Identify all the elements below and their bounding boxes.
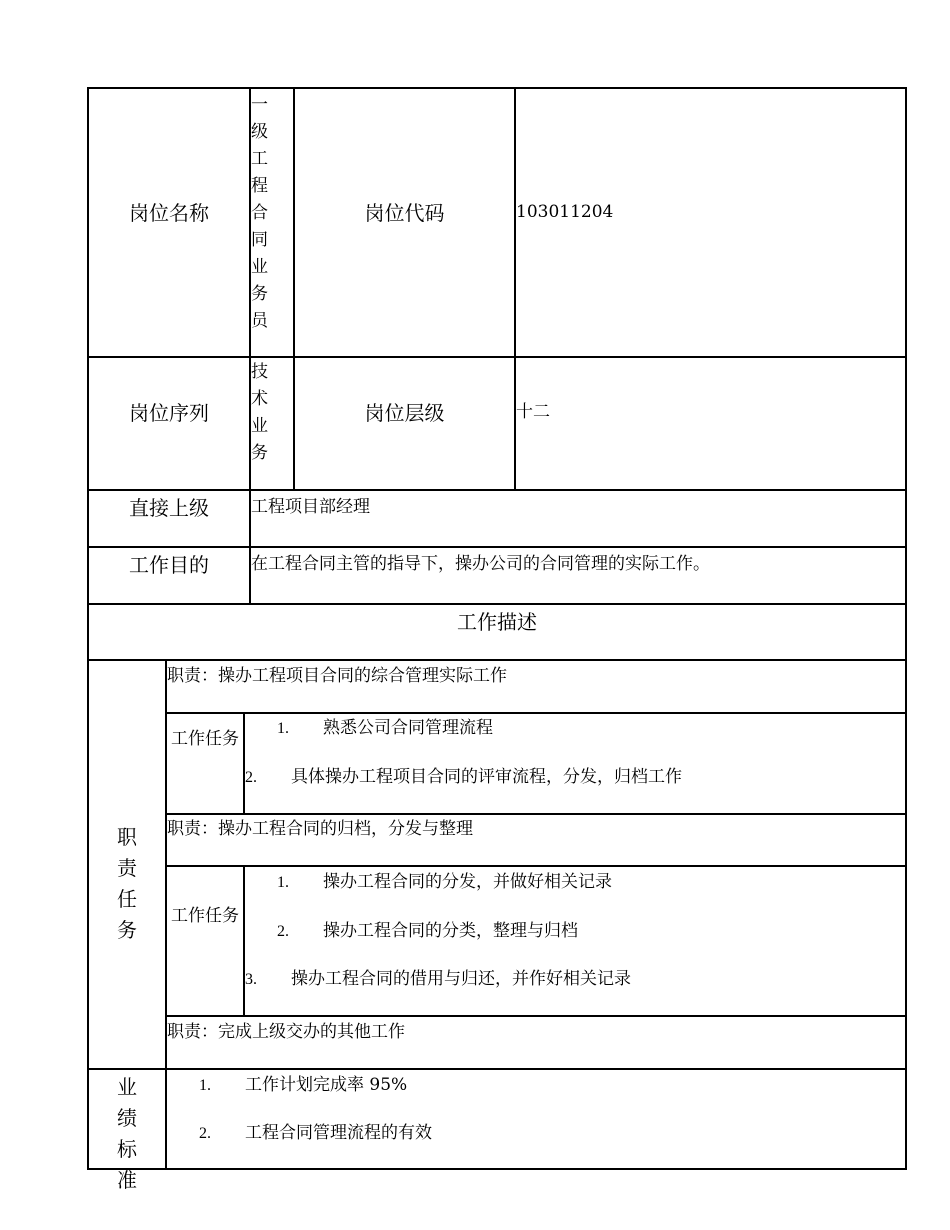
level-label: 岗位层级 bbox=[364, 401, 445, 425]
purpose-label: 工作目的 bbox=[129, 553, 209, 577]
row-divider bbox=[87, 546, 907, 548]
performance-number: 2. bbox=[199, 1125, 211, 1142]
task-label: 工作任务 bbox=[171, 729, 239, 749]
row-divider bbox=[87, 659, 907, 661]
performance-label: 业绩标准 bbox=[117, 1075, 137, 1192]
table-border-right bbox=[905, 87, 907, 1170]
task-text: 操办工程合同的分类，整理与归档 bbox=[323, 921, 578, 941]
col-divider bbox=[243, 712, 245, 815]
level-value: 十二 bbox=[516, 402, 550, 422]
superior-value: 工程项目部经理 bbox=[251, 497, 370, 517]
task-text: 熟悉公司合同管理流程 bbox=[323, 718, 493, 738]
task-number: 2. bbox=[277, 923, 289, 940]
performance-text: 工程合同管理流程的有效 bbox=[245, 1123, 432, 1143]
task-number: 1. bbox=[277, 874, 289, 891]
sequence-label: 岗位序列 bbox=[129, 401, 209, 425]
position-code-value: 103011204 bbox=[516, 202, 614, 222]
position-code-label: 岗位代码 bbox=[364, 201, 445, 225]
superior-label: 直接上级 bbox=[129, 496, 209, 520]
duty-divider bbox=[165, 813, 907, 815]
position-name-value: 一级工程合同业务员 bbox=[251, 95, 268, 331]
description-header: 工作描述 bbox=[457, 610, 537, 634]
row-divider bbox=[87, 1068, 907, 1070]
task-text: 具体操办工程项目合同的评审流程，分发，归档工作 bbox=[291, 767, 682, 787]
duty-title: 职责：完成上级交办的其他工作 bbox=[167, 1022, 405, 1042]
task-text: 操办工程合同的分发，并做好相关记录 bbox=[323, 872, 612, 892]
col-divider bbox=[243, 865, 245, 1017]
duty-divider bbox=[165, 712, 907, 714]
row-divider bbox=[87, 603, 907, 605]
sequence-value: 技术业务 bbox=[251, 362, 268, 463]
task-label: 工作任务 bbox=[171, 906, 239, 926]
performance-text: 工作计划完成率 95% bbox=[245, 1075, 408, 1095]
col-divider bbox=[514, 87, 516, 491]
task-text: 操办工程合同的借用与归还，并作好相关记录 bbox=[291, 969, 631, 989]
duty-divider bbox=[165, 865, 907, 867]
position-name-label: 岗位名称 bbox=[129, 201, 209, 225]
task-number: 3. bbox=[245, 971, 257, 988]
row-divider bbox=[87, 489, 907, 491]
table-border-top bbox=[87, 87, 907, 89]
duty-title: 职责：操办工程项目合同的综合管理实际工作 bbox=[167, 666, 507, 686]
task-number: 2. bbox=[245, 769, 257, 786]
duty-divider bbox=[165, 1015, 907, 1017]
duties-label: 职责任务 bbox=[117, 825, 137, 942]
row-divider bbox=[87, 356, 907, 358]
table-border-bottom bbox=[87, 1168, 907, 1170]
purpose-value: 在工程合同主管的指导下，操办公司的合同管理的实际工作。 bbox=[251, 554, 710, 574]
task-number: 1. bbox=[277, 720, 289, 737]
duty-title: 职责：操办工程合同的归档，分发与整理 bbox=[167, 819, 473, 839]
performance-number: 1. bbox=[199, 1077, 211, 1094]
col-divider bbox=[293, 87, 295, 491]
